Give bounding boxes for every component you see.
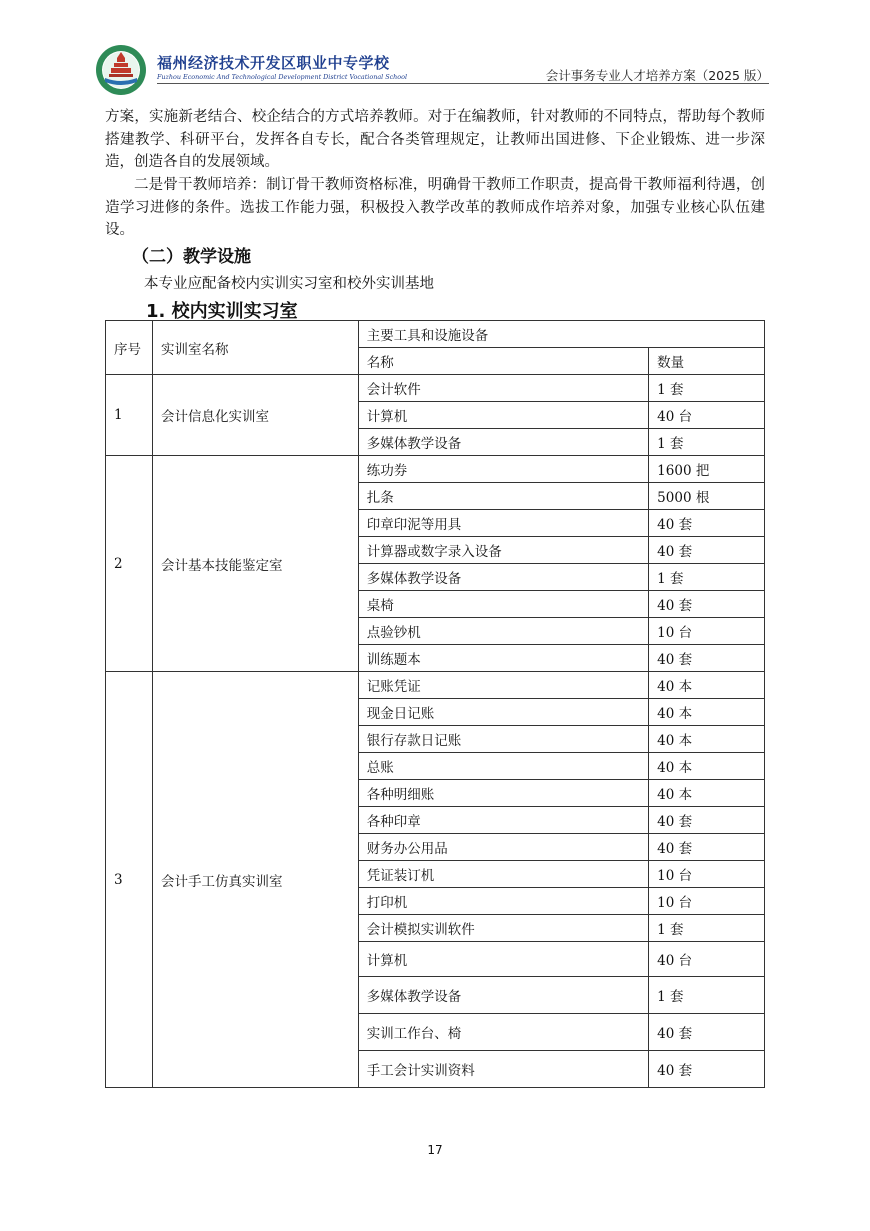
item-name: 记账凭证 <box>358 672 648 699</box>
item-name: 银行存款日记账 <box>358 726 648 753</box>
section-heading: （二）教学设施 <box>132 247 251 267</box>
room-name: 会计信息化实训室 <box>152 375 358 456</box>
paragraph-teacher-training: 方案，实施新老结合、校企结合的方式培养教师。对于在编教师，针对教师的不同特点，帮助每个教师搭建教学、科研平台，发挥各自专长，配合各类管理规定，让教师出国进修、下企业锻炼、进一步深造，创造各自的发展领域。 <box>105 109 765 170</box>
item-name: 财务办公用品 <box>358 834 648 861</box>
item-quantity: 40 套 <box>649 537 765 564</box>
item-quantity: 40 套 <box>649 1014 765 1051</box>
room-name: 会计手工仿真实训室 <box>152 672 358 1088</box>
item-name: 总账 <box>358 753 648 780</box>
header-seq: 序号 <box>106 321 153 375</box>
header-equipment: 主要工具和设施设备 <box>358 321 764 348</box>
table-row <box>106 456 765 483</box>
item-quantity: 5000 根 <box>649 483 765 510</box>
paragraph-backbone-teachers: 二是骨干教师培养：制订骨干教师资格标准，明确骨干教师工作职责，提高骨干教师福利待遇，创造学习进修的条件。选拔工作能力强，积极投入教学改革的教师成作培养对象，加强专业核心队伍建设。 <box>105 177 765 238</box>
item-quantity: 40 套 <box>649 807 765 834</box>
item-name: 印章印泥等用具 <box>358 510 648 537</box>
page-number: 17 <box>427 1143 443 1157</box>
item-quantity: 40 本 <box>649 726 765 753</box>
item-name: 手工会计实训资料 <box>358 1051 648 1088</box>
school-emblem-icon <box>95 44 147 96</box>
item-name: 实训工作台、椅 <box>358 1014 648 1051</box>
item-name: 计算器或数字录入设备 <box>358 537 648 564</box>
item-name: 各种印章 <box>358 807 648 834</box>
item-quantity: 10 台 <box>649 618 765 645</box>
room-seq: 3 <box>106 672 153 1088</box>
item-name: 练功券 <box>358 456 648 483</box>
item-quantity: 10 台 <box>649 888 765 915</box>
item-name: 多媒体教学设备 <box>358 564 648 591</box>
school-name-cn: 福州经济技术开发区职业中专学校 <box>157 54 390 72</box>
item-name: 扎条 <box>358 483 648 510</box>
document-title: 会计事务专业人才培养方案（2025 版） <box>545 68 769 83</box>
item-name: 计算机 <box>358 402 648 429</box>
item-quantity: 10 台 <box>649 861 765 888</box>
item-name: 点验钞机 <box>358 618 648 645</box>
item-quantity: 1 套 <box>649 564 765 591</box>
header-room: 实训室名称 <box>152 321 358 375</box>
item-name: 凭证装订机 <box>358 861 648 888</box>
item-quantity: 40 本 <box>649 699 765 726</box>
item-quantity: 40 台 <box>649 402 765 429</box>
item-name: 会计模拟实训软件 <box>358 915 648 942</box>
section-intro: 本专业应配备校内实训实习室和校外实训基地 <box>144 276 434 292</box>
item-quantity: 40 套 <box>649 834 765 861</box>
header-quantity: 数量 <box>649 348 765 375</box>
item-quantity: 1600 把 <box>649 456 765 483</box>
page-header <box>95 44 775 96</box>
table-row <box>106 375 765 402</box>
item-quantity: 1 套 <box>649 977 765 1014</box>
item-name: 桌椅 <box>358 591 648 618</box>
item-name: 现金日记账 <box>358 699 648 726</box>
table-header-row <box>106 321 765 348</box>
item-quantity: 40 套 <box>649 1051 765 1088</box>
item-name: 会计软件 <box>358 375 648 402</box>
item-name: 多媒体教学设备 <box>358 429 648 456</box>
header-name: 名称 <box>358 348 648 375</box>
room-seq: 2 <box>106 456 153 672</box>
item-name: 各种明细账 <box>358 780 648 807</box>
room-seq: 1 <box>106 375 153 456</box>
item-quantity: 40 套 <box>649 510 765 537</box>
item-quantity: 40 台 <box>649 942 765 977</box>
item-quantity: 40 本 <box>649 672 765 699</box>
item-quantity: 40 本 <box>649 780 765 807</box>
school-name-en: Fuzhou Economic And Technological Development District Vocational School <box>157 73 408 81</box>
item-quantity: 1 套 <box>649 429 765 456</box>
table-row <box>106 672 765 699</box>
item-name: 多媒体教学设备 <box>358 977 648 1014</box>
item-quantity: 40 套 <box>649 645 765 672</box>
item-quantity: 40 本 <box>649 753 765 780</box>
item-name: 训练题本 <box>358 645 648 672</box>
training-room-table <box>105 320 765 1088</box>
room-name: 会计基本技能鉴定室 <box>152 456 358 672</box>
item-quantity: 40 套 <box>649 591 765 618</box>
item-name: 打印机 <box>358 888 648 915</box>
subsection-heading: 1. 校内实训实习室 <box>146 301 298 322</box>
header-divider <box>157 83 769 84</box>
item-name: 计算机 <box>358 942 648 977</box>
item-quantity: 1 套 <box>649 375 765 402</box>
item-quantity: 1 套 <box>649 915 765 942</box>
